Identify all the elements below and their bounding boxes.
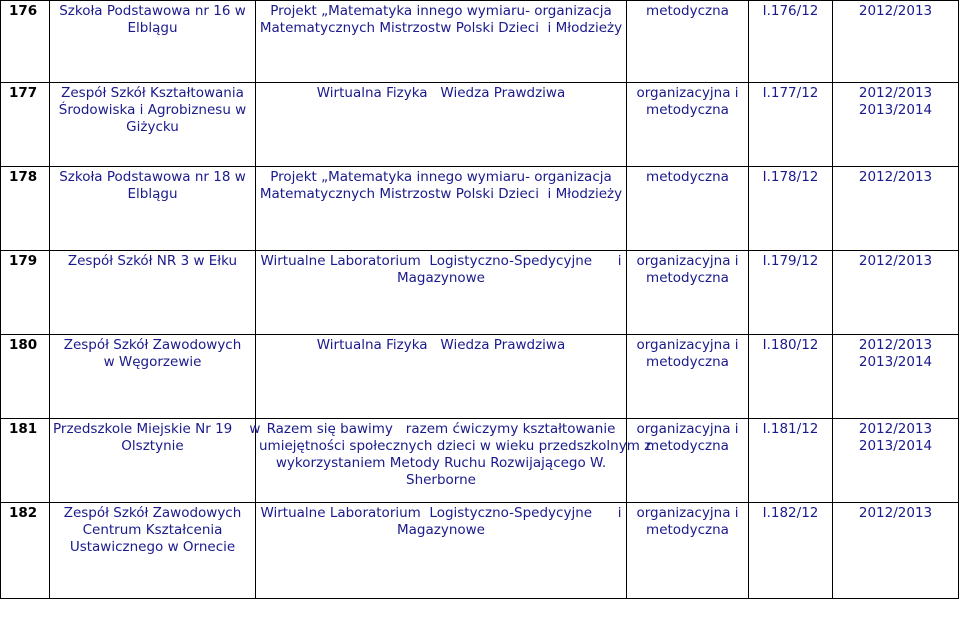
school-name bbox=[50, 83, 256, 167]
row-number bbox=[1, 1, 50, 83]
school-name bbox=[50, 503, 256, 599]
project-title-line: Wirtualne Laboratorium Logistyczno-Spedycyjne i bbox=[260, 253, 622, 269]
school-name-line: Giżycku bbox=[126, 119, 179, 135]
school-name-line: Zespół Szkół Zawodowych bbox=[63, 337, 242, 353]
project-title bbox=[256, 83, 627, 167]
table-row bbox=[1, 503, 959, 599]
registration-code bbox=[749, 335, 833, 419]
registration-code bbox=[749, 1, 833, 83]
row-number-line: 177 bbox=[9, 85, 38, 101]
school-name-line: w Węgorzewie bbox=[103, 354, 202, 370]
school-name bbox=[50, 335, 256, 419]
school-years-line: 2012/2013 bbox=[858, 85, 933, 101]
school-name bbox=[50, 251, 256, 335]
school-name-line: Zespół Szkół Zawodowych bbox=[63, 505, 242, 521]
registration-code bbox=[749, 503, 833, 599]
row-number-line: 182 bbox=[9, 505, 38, 521]
project-title-line: Razem się bawimy razem ćwiczymy kształtowanie bbox=[266, 421, 616, 437]
registration-code-line: I.182/12 bbox=[762, 505, 819, 521]
school-name-line: Centrum Kształcenia bbox=[82, 522, 223, 538]
table-row bbox=[1, 83, 959, 167]
school-name-line: Środowiska i Agrobiznesu w bbox=[58, 102, 247, 118]
project-title-line: Wirtualna Fizyka Wiedza Prawdziwa bbox=[316, 337, 566, 353]
school-name-line: Ustawicznego w Ornecie bbox=[69, 539, 236, 555]
registration-code bbox=[749, 419, 833, 503]
project-title-line: Wirtualna Fizyka Wiedza Prawdziwa bbox=[316, 85, 566, 101]
row-number bbox=[1, 419, 50, 503]
school-years bbox=[833, 335, 959, 419]
innovation-type bbox=[627, 167, 749, 251]
innovation-type bbox=[627, 1, 749, 83]
project-title bbox=[256, 335, 627, 419]
school-years bbox=[833, 251, 959, 335]
innovation-type-line: metodyczna bbox=[646, 522, 729, 538]
school-years-line: 2013/2014 bbox=[858, 438, 933, 454]
registration-code-line: I.180/12 bbox=[762, 337, 819, 353]
school-years-line: 2012/2013 bbox=[858, 3, 933, 19]
school-name-line: Elblągu bbox=[127, 186, 178, 202]
row-number-line: 179 bbox=[9, 253, 38, 269]
registration-code-line: I.176/12 bbox=[762, 3, 819, 19]
school-name-line: Zespół Szkół NR 3 w Ełku bbox=[67, 253, 238, 269]
project-title-line: Matematycznych Mistrzostw Polski Dzieci i Młodzieży bbox=[259, 186, 623, 202]
school-years bbox=[833, 419, 959, 503]
school-name-line: Elblągu bbox=[127, 20, 178, 36]
school-name-line: Szkoła Podstawowa nr 18 w bbox=[59, 169, 246, 185]
table-row bbox=[1, 251, 959, 335]
school-years bbox=[833, 83, 959, 167]
innovation-type bbox=[627, 503, 749, 599]
innovation-type bbox=[627, 83, 749, 167]
school-name-line: Szkoła Podstawowa nr 16 w bbox=[59, 3, 246, 19]
row-number-line: 181 bbox=[9, 421, 38, 437]
innovation-type-line: metodyczna bbox=[646, 270, 729, 286]
school-years bbox=[833, 503, 959, 599]
project-title-line: umiejętności społecznych dzieci w wieku przedszkolnym z bbox=[259, 438, 652, 454]
registration-code bbox=[749, 83, 833, 167]
row-number bbox=[1, 251, 50, 335]
table-body bbox=[1, 1, 959, 599]
school-years-line: 2012/2013 bbox=[858, 169, 933, 185]
row-number bbox=[1, 167, 50, 251]
school-years-line: 2013/2014 bbox=[858, 102, 933, 118]
project-title bbox=[256, 503, 627, 599]
table-row bbox=[1, 1, 959, 83]
innovation-type-line: metodyczna bbox=[646, 438, 729, 454]
school-name bbox=[50, 419, 261, 503]
innovation-type-line: organizacyjna i bbox=[636, 253, 739, 269]
registration-code-line: I.179/12 bbox=[762, 253, 819, 269]
innovation-type-line: metodyczna bbox=[646, 354, 729, 370]
registration-code-line: I.177/12 bbox=[762, 85, 819, 101]
innovation-type-line: metodyczna bbox=[646, 3, 729, 19]
project-title-line: Magazynowe bbox=[396, 522, 485, 538]
innovation-type-line: organizacyjna i bbox=[636, 85, 739, 101]
school-years-line: 2013/2014 bbox=[858, 354, 933, 370]
innovation-type-line: metodyczna bbox=[646, 169, 729, 185]
table-row bbox=[1, 419, 959, 503]
registration-code bbox=[749, 167, 833, 251]
project-title-line: Magazynowe bbox=[396, 270, 485, 286]
school-name-line: Olsztynie bbox=[121, 438, 184, 454]
row-number-line: 176 bbox=[9, 3, 38, 19]
registration-code-line: I.181/12 bbox=[762, 421, 819, 437]
school-years-line: 2012/2013 bbox=[858, 505, 933, 521]
innovation-type bbox=[627, 335, 749, 419]
school-name-line: Zespół Szkół Kształtowania bbox=[61, 85, 244, 101]
innovation-type-line: organizacyjna i bbox=[636, 505, 739, 521]
innovation-type-line: organizacyjna i bbox=[636, 337, 739, 353]
innovation-type bbox=[627, 251, 749, 335]
project-title-line: Matematycznych Mistrzostw Polski Dzieci i Młodzieży bbox=[259, 20, 623, 36]
school-years-line: 2012/2013 bbox=[858, 253, 933, 269]
row-number-line: 178 bbox=[9, 169, 38, 185]
innovation-type bbox=[627, 419, 749, 503]
registration-code-line: I.178/12 bbox=[762, 169, 819, 185]
row-number bbox=[1, 83, 50, 167]
school-name bbox=[50, 1, 256, 83]
row-number-line: 180 bbox=[9, 337, 38, 353]
innovation-type-line: organizacyjna i bbox=[636, 421, 739, 437]
project-title bbox=[256, 251, 627, 335]
project-title bbox=[256, 419, 652, 503]
project-title-line: Projekt „Matematyka innego wymiaru- organizacja bbox=[270, 169, 612, 185]
school-name-line: Przedszkole Miejskie Nr 19 w bbox=[53, 421, 261, 437]
school-years-line: 2012/2013 bbox=[858, 337, 933, 353]
school-years-line: 2012/2013 bbox=[858, 421, 933, 437]
project-title-line: Sherborne bbox=[406, 472, 476, 488]
table-row bbox=[1, 167, 959, 251]
row-number bbox=[1, 503, 50, 599]
table-row bbox=[1, 335, 959, 419]
school-name bbox=[50, 167, 256, 251]
project-title bbox=[256, 167, 627, 251]
row-number bbox=[1, 335, 50, 419]
school-years bbox=[833, 1, 959, 83]
project-title-line: wykorzystaniem Metody Ruchu Rozwijającego W. bbox=[275, 455, 607, 471]
project-title-line: Projekt „Matematyka innego wymiaru- organizacja bbox=[270, 3, 612, 19]
innovation-type-line: metodyczna bbox=[646, 102, 729, 118]
project-title-line: Wirtualne Laboratorium Logistyczno-Spedycyjne i bbox=[260, 505, 622, 521]
school-years bbox=[833, 167, 959, 251]
project-title bbox=[256, 1, 627, 83]
registration-code bbox=[749, 251, 833, 335]
